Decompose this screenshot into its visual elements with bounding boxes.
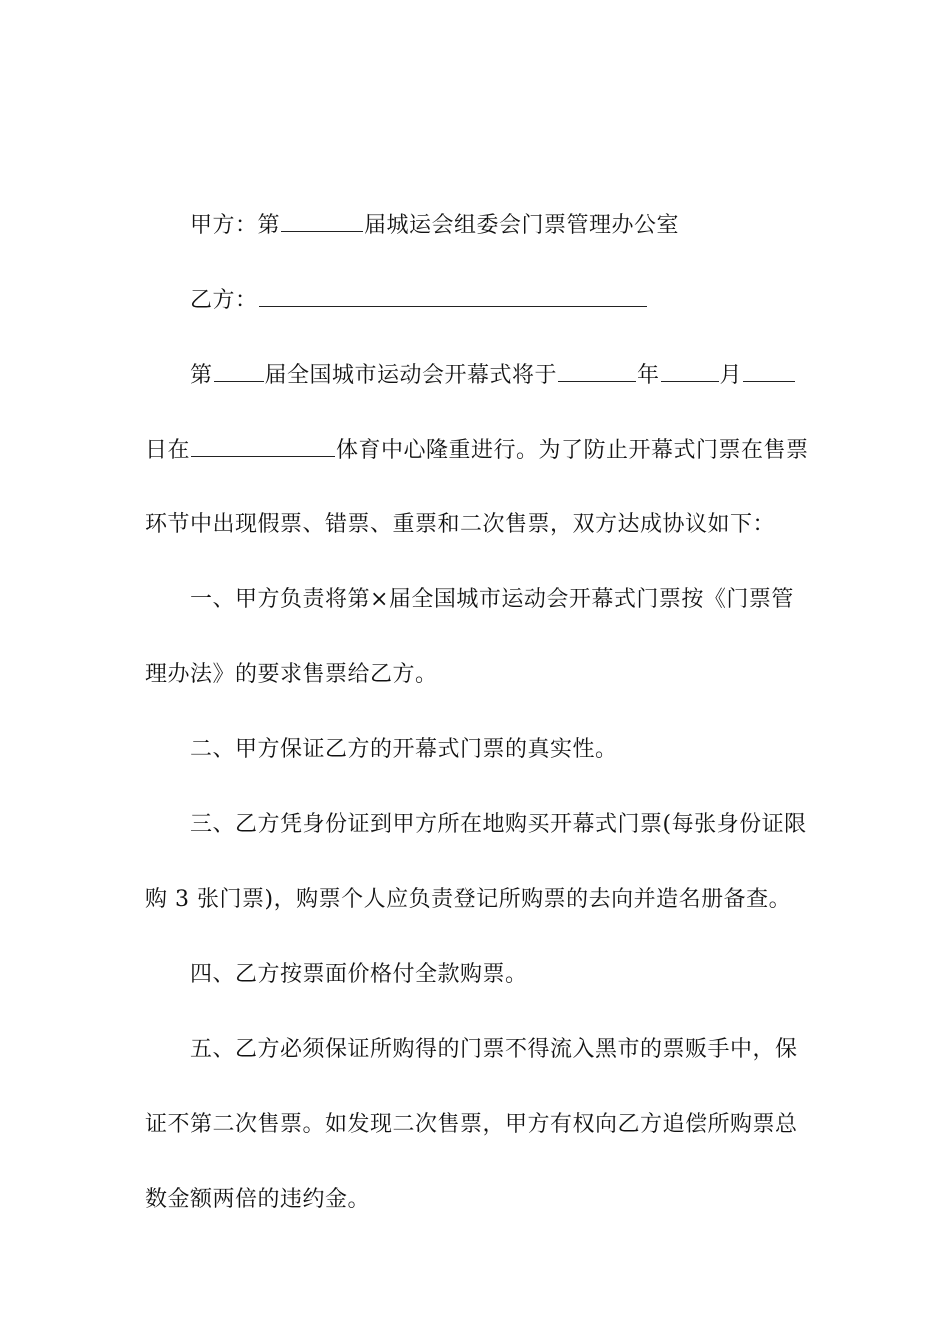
clause-1-line-2: 理办法》的要求售票给乙方。 xyxy=(145,662,438,687)
day-blank xyxy=(743,355,795,382)
clause-4: 四、乙方按票面价格付全款购票。 xyxy=(190,962,528,987)
intro-seg-2: 届全国城市运动会开幕式将于 xyxy=(264,363,558,388)
intro-seg-4: 月 xyxy=(719,363,743,388)
party-b-label: 乙方： xyxy=(190,288,258,313)
intro-line-3 xyxy=(145,505,815,545)
clause-2: 二、甲方保证乙方的开幕式门票的真实性。 xyxy=(190,737,618,762)
intro-seg-1: 第 xyxy=(190,363,213,388)
venue-blank xyxy=(191,430,335,457)
party-b-line xyxy=(190,280,860,320)
session-number-blank xyxy=(281,205,363,232)
intro-seg-5: 日在 xyxy=(145,438,191,463)
intro-seg-7: 环节中出现假票、错票、重票和二次售票，双方达成协议如下： xyxy=(145,512,776,537)
intro-line-1 xyxy=(190,355,860,395)
clause-5-line-3: 数金额两倍的违约金。 xyxy=(145,1187,371,1212)
intro-seg-3: 年 xyxy=(637,363,660,388)
intro-line-2 xyxy=(145,430,815,470)
party-a-line xyxy=(190,205,860,245)
party-b-name-blank xyxy=(259,280,647,307)
clause-5-line-1: 五、乙方必须保证所购得的门票不得流入黑市的票贩手中，保 xyxy=(190,1037,798,1062)
clause-3-line-1: 三、乙方凭身份证到甲方所在地购买开幕式门票(每张身份证限 xyxy=(190,812,807,837)
intro-seg-6: 体育中心隆重进行。为了防止开幕式门票在售票 xyxy=(336,438,809,463)
intro-session-blank xyxy=(214,355,264,382)
year-blank xyxy=(558,355,636,382)
clause-1-line-1: 一、甲方负责将第×届全国城市运动会开幕式门票按《门票管 xyxy=(190,587,794,612)
clause-3-line-2: 购 3 张门票)，购票个人应负责登记所购票的去向并造名册备查。 xyxy=(145,887,792,912)
party-a-suffix: 届城运会组委会门票管理办公室 xyxy=(364,213,680,238)
month-blank xyxy=(661,355,719,382)
clause-5-line-2: 证不第二次售票。如发现二次售票，甲方有权向乙方追偿所购票总 xyxy=(145,1112,798,1137)
party-a-prefix: 甲方：第 xyxy=(190,213,281,238)
